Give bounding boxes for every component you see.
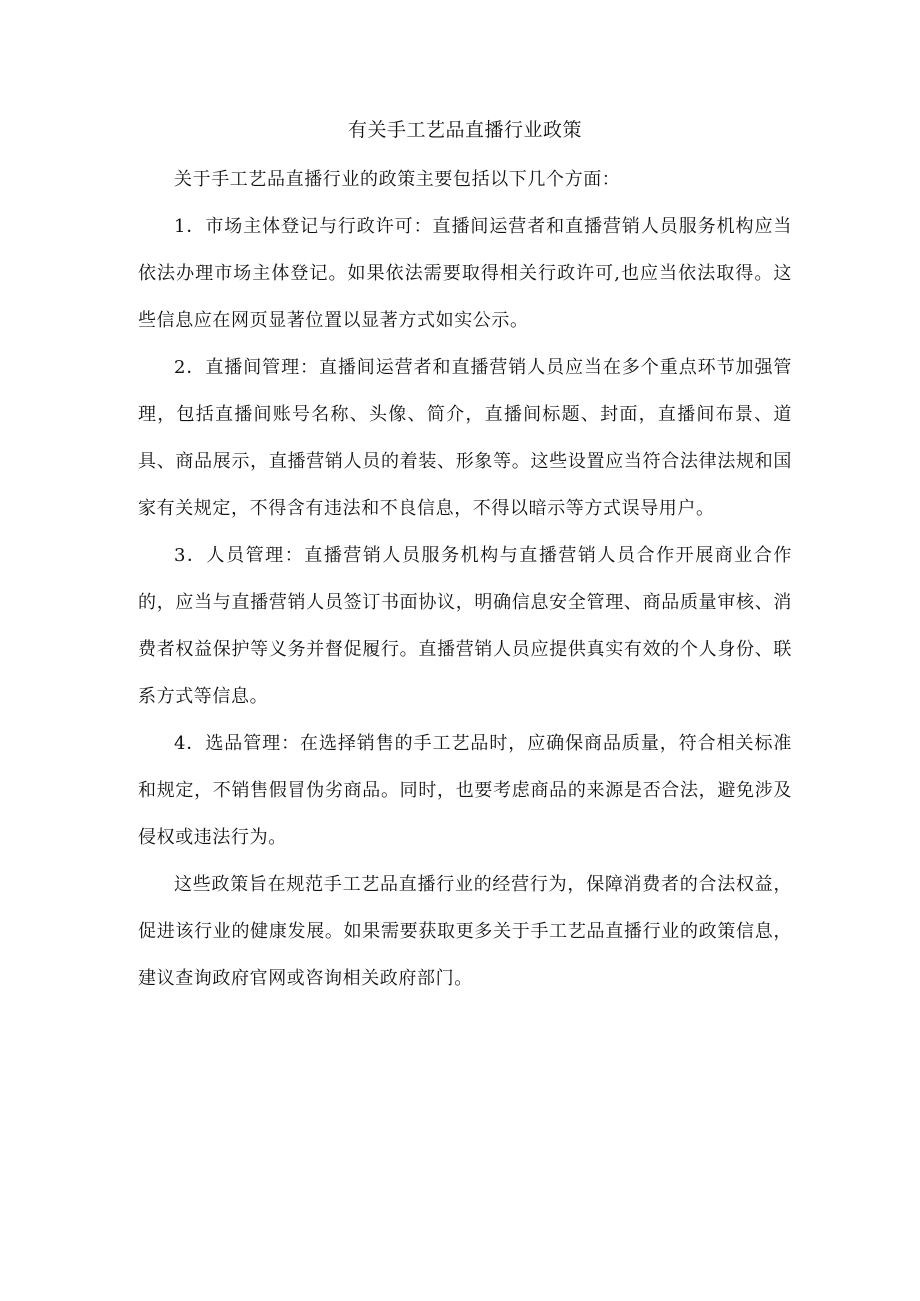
document-body <box>138 112 792 1002</box>
policy-item-2: 2．直播间管理：直播间运营者和直播营销人员应当在多个重点环节加强管理，包括直播间账号名称、头像、简介，直播间标题、封面，直播间布景、道具、商品展示，直播营销人员的着装、形象等。这些设置应当符合法律法规和国家有关规定，不得含有违法和不良信息，不得以暗示等方式误导用户。 <box>138 357 792 519</box>
intro-paragraph: 关于手工艺品直播行业的政策主要包括以下几个方面： <box>174 169 621 190</box>
policy-item-4: 4．选品管理：在选择销售的手工艺品时，应确保商品质量，符合相关标准和规定，不销售假冒伪劣商品。同时，也要考虑商品的来源是否合法，避免涉及侵权或违法行为。 <box>138 733 792 848</box>
document-title: 有关手工艺品直播行业政策 <box>347 119 582 141</box>
policy-item-1: 1．市场主体登记与行政许可：直播间运营者和直播营销人员服务机构应当依法办理市场主体登记。如果依法需要取得相关行政许可,也应当依法取得。这些信息应在网页显著位置以显著方式如实公示。 <box>138 216 792 331</box>
conclusion-paragraph: 这些政策旨在规范手工艺品直播行业的经营行为，保障消费者的合法权益，促进该行业的健康发展。如果需要获取更多关于手工艺品直播行业的政策信息，建议查询政府官网或咨询相关政府部门。 <box>138 874 792 989</box>
policy-item-3: 3．人员管理：直播营销人员服务机构与直播营销人员合作开展商业合作的，应当与直播营销人员签订书面协议，明确信息安全管理、商品质量审核、消费者权益保护等义务并督促履行。直播营销人员应提供真实有效的个人身份、联系方式等信息。 <box>138 545 792 707</box>
